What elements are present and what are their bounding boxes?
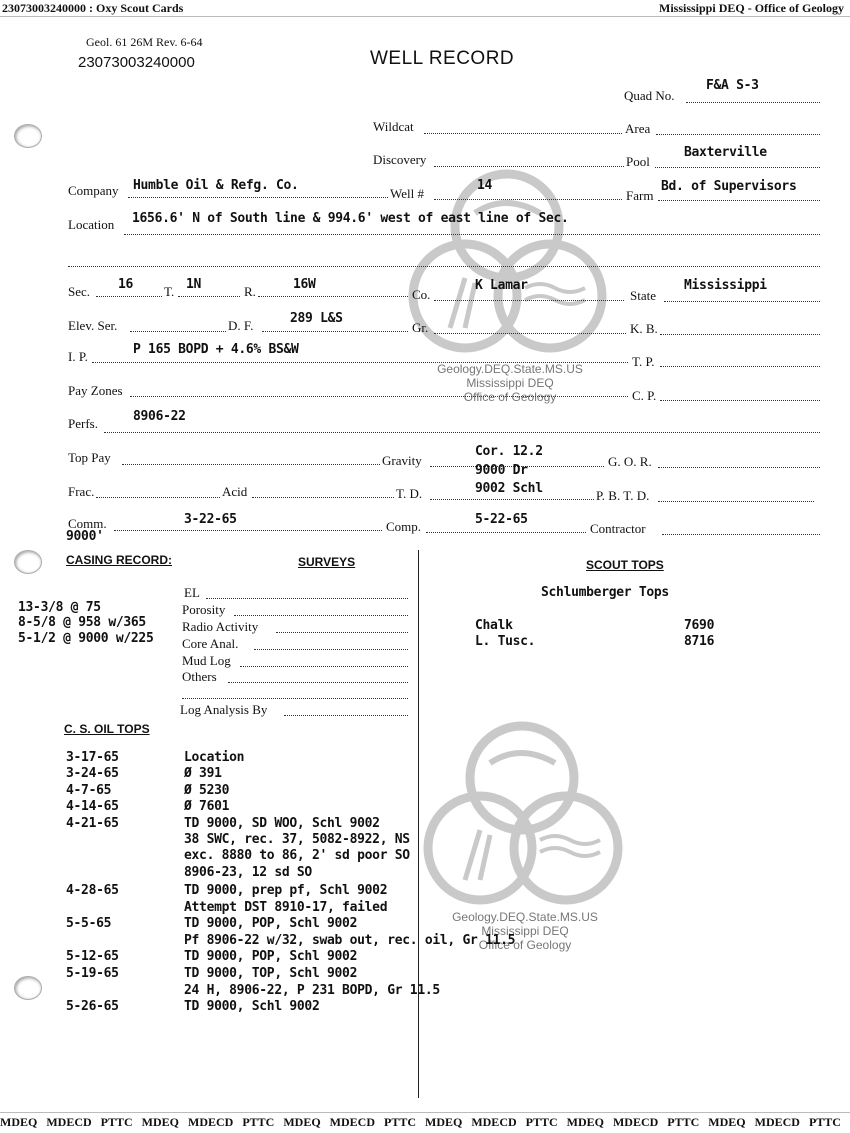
- oil-top-line: Location: [184, 750, 245, 765]
- casing-heading: CASING RECORD:: [66, 553, 173, 567]
- perfs-label: Perfs.: [68, 416, 98, 431]
- oil-top-date: 5-5-65: [66, 916, 112, 931]
- api-number: 23073003240000: [78, 54, 195, 71]
- survey-others-label: Others: [182, 669, 217, 684]
- oil-top-line: 38 SWC, rec. 37, 5082-8922, NS: [184, 832, 410, 847]
- comm-label: Comm.: [68, 516, 107, 531]
- watermark-org: Mississippi DEQ: [466, 376, 554, 390]
- casing-item: 5-1/2 @ 9000 w/225: [18, 631, 154, 646]
- location-value: 1656.6' N of South line & 994.6' west of east line of Sec.: [132, 211, 569, 226]
- frac-label: Frac.: [68, 484, 95, 499]
- sec-label: Sec.: [68, 284, 91, 299]
- watermark-office: Office of Geology: [463, 390, 557, 404]
- kb-label: K. B.: [630, 321, 658, 336]
- oil-top-line: TD 9000, POP, Schl 9002: [184, 949, 358, 964]
- oil-top-line: TD 9000, SD WOO, Schl 9002: [184, 816, 380, 831]
- punch-hole: [14, 124, 42, 148]
- survey-core-label: Core Anal.: [182, 636, 239, 651]
- company-value: Humble Oil & Refg. Co.: [133, 178, 299, 193]
- farm-label: Farm: [626, 188, 654, 203]
- ip-value: P 165 BOPD + 4.6% BS&W: [133, 342, 299, 357]
- gor-label: G. O. R.: [608, 454, 652, 469]
- gravity-value: Cor. 12.2: [475, 444, 543, 459]
- oil-top-date: 4-28-65: [66, 883, 119, 898]
- depth-note: 9000': [66, 529, 104, 544]
- t-label: T.: [164, 284, 175, 299]
- well-value: 14: [477, 178, 493, 193]
- survey-radio-label: Radio Activity: [182, 619, 259, 634]
- company-label: Company: [68, 183, 119, 198]
- discovery-label: Discovery: [373, 152, 427, 167]
- oil-top-date: 5-19-65: [66, 966, 119, 981]
- oil-top-line: TD 9000, Schl 9002: [184, 999, 320, 1014]
- watermark-office: Office of Geology: [478, 938, 572, 952]
- oil-top-line: Attempt DST 8910-17, failed: [184, 900, 388, 915]
- location-label: Location: [68, 217, 115, 232]
- acid-label: Acid: [222, 484, 248, 499]
- cp-label: C. P.: [632, 388, 657, 403]
- mdeq-watermark-logo: [420, 718, 630, 913]
- pbtd-label: P. B. T. D.: [596, 488, 650, 503]
- scout-top-name: L. Tusc.: [475, 634, 536, 649]
- ip-label: I. P.: [68, 349, 88, 364]
- county-label: Co.: [412, 287, 431, 302]
- tp-label: T. P.: [632, 354, 655, 369]
- oil-top-line: exc. 8880 to 86, 2' sd poor SO: [184, 848, 410, 863]
- area-label: Area: [625, 121, 651, 136]
- oil-top-line: Ø 5230: [184, 783, 230, 798]
- watermark-url: Geology.DEQ.State.MS.US: [437, 362, 583, 376]
- pool-value: Baxterville: [684, 145, 767, 160]
- scout-top-depth: 8716: [684, 634, 715, 649]
- oil-top-date: 3-24-65: [66, 766, 119, 781]
- survey-mudlog-label: Mud Log: [182, 653, 231, 668]
- wildcat-label: Wildcat: [373, 119, 414, 134]
- r-value: 16W: [293, 277, 316, 292]
- t-value: 1N: [186, 277, 202, 292]
- well-label: Well #: [390, 186, 424, 201]
- quad-label: Quad No.: [624, 88, 675, 103]
- state-value: Mississippi: [684, 278, 767, 293]
- county-value: K Lamar: [475, 278, 528, 293]
- oil-top-date: 4-14-65: [66, 799, 119, 814]
- oil-top-line: Ø 7601: [184, 799, 230, 814]
- column-divider: [418, 550, 419, 1098]
- pool-label: Pool: [626, 154, 650, 169]
- casing-item: 13-3/8 @ 75: [18, 600, 101, 615]
- watermark-text: [400, 362, 620, 404]
- comm-value: 3-22-65: [184, 512, 237, 527]
- scout-top-depth: 7690: [684, 618, 715, 633]
- scout-top-name: Chalk: [475, 618, 513, 633]
- oil-top-date: 4-21-65: [66, 816, 119, 831]
- survey-log-analysis-label: Log Analysis By: [180, 702, 268, 717]
- oil-top-line: Ø 391: [184, 766, 222, 781]
- oil-top-line: TD 9000, POP, Schl 9002: [184, 916, 358, 931]
- toppay-label: Top Pay: [68, 450, 111, 465]
- payzones-label: Pay Zones: [68, 383, 123, 398]
- td-schl-value: 9002 Schl: [475, 481, 543, 496]
- oil-tops-heading: C. S. OIL TOPS: [64, 722, 150, 736]
- td-driller-value: 9000 Dr: [475, 463, 528, 478]
- footer-text: MDEQ MDECD PTTC MDEQ MDECD PTTC MDEQ MDECD PTTC MDEQ MDECD PTTC MDEQ MDECD PTTC MDEQ MDECD PTTC: [0, 1115, 841, 1129]
- oil-top-line: Pf 8906-22 w/32, swab out, rec. oil, Gr 11.5: [184, 933, 516, 948]
- casing-item: 8-5/8 @ 958 w/365: [18, 615, 146, 630]
- oil-top-line: TD 9000, TOP, Schl 9002: [184, 966, 358, 981]
- r-label: R.: [244, 284, 256, 299]
- perfs-value: 8906-22: [133, 409, 186, 424]
- quad-value: F&A S-3: [706, 78, 759, 93]
- mdeq-watermark-logo: [405, 168, 610, 358]
- header-left: 23073003240000 : Oxy Scout Cards: [2, 1, 184, 15]
- oil-top-line: 24 H, 8906-22, P 231 BOPD, Gr 11.5: [184, 983, 440, 998]
- oil-top-line: TD 9000, prep pf, Schl 9002: [184, 883, 388, 898]
- oil-top-line: 8906-23, 12 sd SO: [184, 865, 312, 880]
- farm-value: Bd. of Supervisors: [661, 179, 797, 194]
- watermark-org: Mississippi DEQ: [481, 924, 569, 938]
- gravity-label: Gravity: [382, 453, 422, 468]
- survey-porosity-label: Porosity: [182, 602, 226, 617]
- df-label: D. F.: [228, 318, 254, 333]
- td-label: T. D.: [396, 486, 423, 501]
- scout-tops-subheading: Schlumberger Tops: [541, 585, 669, 600]
- comp-label: Comp.: [386, 519, 422, 534]
- form-code: Geol. 61 26M Rev. 6-64: [86, 35, 203, 49]
- elev-label: Elev. Ser.: [68, 318, 118, 333]
- footer-divider: [0, 1112, 850, 1113]
- watermark-url: Geology.DEQ.State.MS.US: [452, 910, 598, 924]
- oil-top-date: 3-17-65: [66, 750, 119, 765]
- survey-el-label: EL: [184, 585, 200, 600]
- scout-tops-heading: SCOUT TOPS: [586, 558, 664, 572]
- contractor-label: Contractor: [590, 521, 646, 536]
- sec-value: 16: [118, 277, 134, 292]
- header-right: Mississippi DEQ - Office of Geology: [659, 1, 844, 15]
- punch-hole: [14, 550, 42, 574]
- oil-top-date: 5-26-65: [66, 999, 119, 1014]
- header-divider: [0, 16, 850, 17]
- state-label: State: [630, 288, 656, 303]
- page-title: WELL RECORD: [370, 48, 515, 69]
- surveys-heading: SURVEYS: [298, 555, 356, 569]
- comp-value: 5-22-65: [475, 512, 528, 527]
- df-value: 289 L&S: [290, 311, 343, 326]
- oil-top-date: 5-12-65: [66, 949, 119, 964]
- gr-label: Gr.: [412, 320, 429, 335]
- punch-hole: [14, 976, 42, 1000]
- oil-top-date: 4-7-65: [66, 783, 112, 798]
